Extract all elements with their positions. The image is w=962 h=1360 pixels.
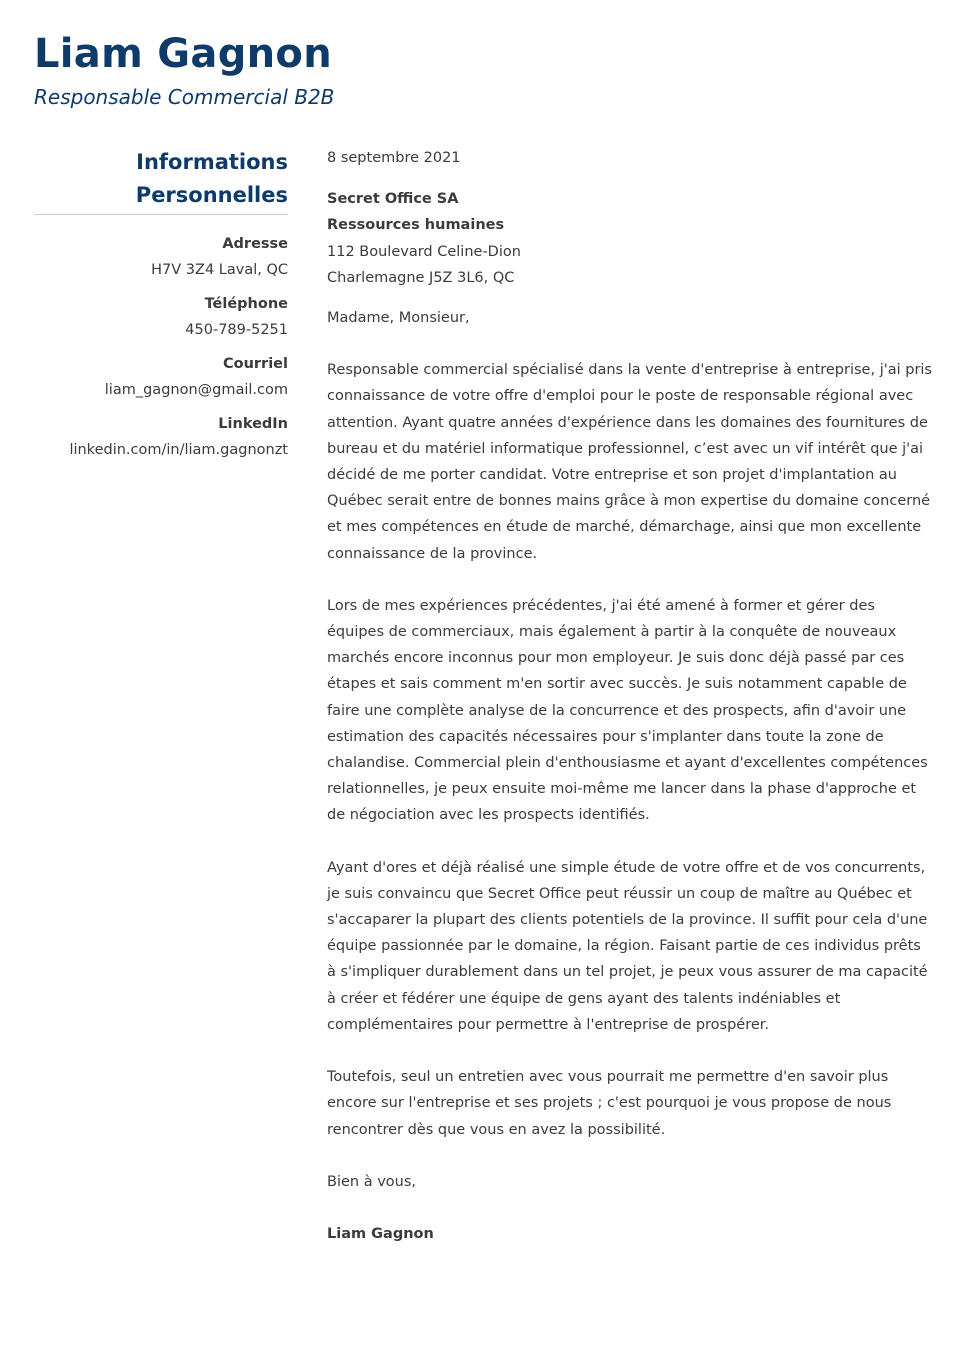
letter-salutation: Madame, Monsieur, (327, 310, 470, 327)
applicant-name: Liam Gagnon (34, 31, 332, 77)
letter-paragraph-4: Toutefois, seul un entretien avec vous pourrait me permettre d'en savoir plus encore sur l'entreprise et ses projets ; c'est pourquoi je vous propose de nous rencontrer dès que vous en avez la possibilité. (327, 1069, 892, 1138)
personal-info-heading-line2: Personnelles (135, 183, 288, 207)
address-label: Adresse (222, 236, 288, 252)
letter-paragraph-3: Ayant d'ores et déjà réalisé une simple étude de votre offre et de vos concurrents, je suis convaincu que Secret Office peut réussir un coup de maître au Québec et s'accaparer la plupart des clients potentiels de la province. Il suffit pour cela d'une équipe passionnée par le domaine, la région. Faisant partie de ces individus prêts à s'impliquer durablement dans un tel projet, je peux vous assurer de ma capacité à créer et fédérer une équipe de gens ayant des talents indéniables et complémentaires pour permettre à l'entreprise de prospérer. (327, 859, 928, 1033)
personal-info-sidebar (34, 146, 288, 471)
email-value[interactable]: liam_gagnon@gmail.com (104, 382, 288, 398)
recipient-block (327, 186, 933, 291)
resume-header (34, 30, 334, 110)
letter-date: 8 septembre 2021 (327, 150, 461, 166)
personal-info-heading-line1: Informations (136, 150, 288, 174)
personal-info-heading (34, 146, 288, 215)
applicant-title: Responsable Commercial B2B (34, 85, 335, 109)
address-value: H7V 3Z4 Laval, QC (151, 262, 288, 278)
cover-letter-body (327, 145, 933, 1247)
letter-signature: Liam Gagnon (327, 1225, 434, 1242)
recipient-address-line1: 112 Boulevard Celine-Dion (327, 243, 521, 260)
recipient-company: Secret Office SA (327, 191, 459, 208)
letter-paragraph-1: Responsable commercial spécialisé dans la vente d'entreprise à entreprise, j'ai pris connaissance de votre offre d'emploi pour le poste de responsable régional avec attention. Ayant quatre années d'expérience dans les domaines des fournitures de bureau et du matériel informatique professionnel, c’est avec un vif intérêt que j'ai décidé de me porter candidat. Votre entreprise et son projet d'implantation au Québec serait entre de bonnes mains grâce à mon expertise du domaine concerné et mes compétences en étude de marché, démarchage, ainsi que mon excellente connaissance de la province. (327, 362, 932, 562)
linkedin-value[interactable]: linkedin.com/in/liam.gagnonzt (69, 442, 288, 458)
letter-closing: Bien à vous, (327, 1173, 416, 1190)
letter-paragraph-2: Lors de mes expériences précédentes, j'ai été amené à former et gérer des équipes de commerciaux, mais également à partir à la conquête de nouveaux marchés encore inconnus pour mon employeur. Je suis donc déjà passé par ces étapes et sais comment m'en sortir avec succès. Je suis notamment capable de faire une complète analyse de la concurrence et des prospects, afin d'avoir une estimation des capacités nécessaires pour s'implanter dans toute la zone de chalandise. Commercial plein d'enthousiasme et ayant d'excellentes compétences relationnelles, je peux ensuite moi-même me lancer dans la phase d'approche et de négociation avec les prospects identifiés. (327, 597, 928, 824)
phone-value: 450-789-5251 (185, 322, 288, 338)
linkedin-label: LinkedIn (218, 416, 288, 432)
recipient-address-line2: Charlemagne J5Z 3L6, QC (327, 269, 515, 286)
recipient-department: Ressources humaines (327, 217, 505, 234)
email-label: Courriel (222, 356, 288, 372)
phone-label: Téléphone (204, 296, 288, 312)
